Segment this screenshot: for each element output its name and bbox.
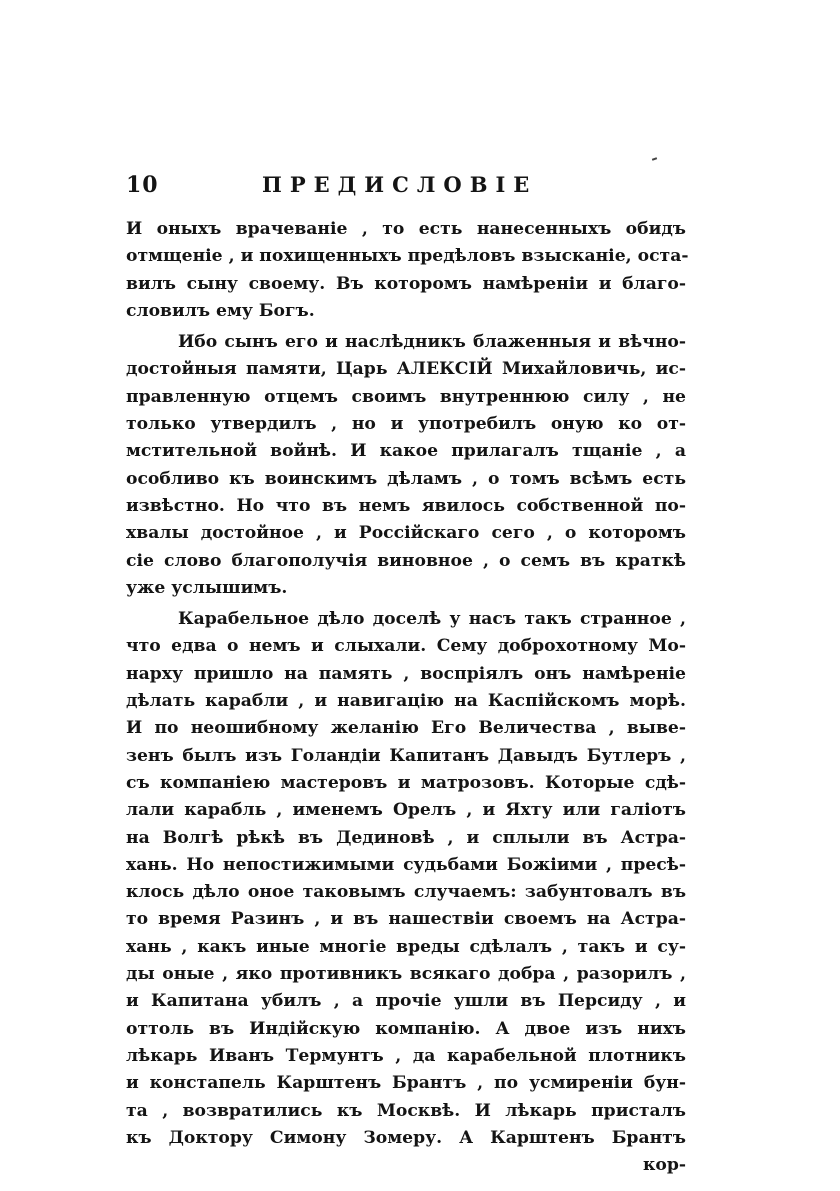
- text-line: оттоль въ Индійскую компанію. А двое изъ нихъ: [126, 1018, 686, 1039]
- text-line: И оныхъ врачеваніе , то есть нанесенныхъ обидъ: [126, 219, 686, 239]
- text-line: съ компаніею мастеровъ и матрозовъ. Которые сдѣ-: [126, 772, 686, 793]
- page-number: 10: [126, 172, 159, 198]
- text-line: хань. Но непостижимыми судьбами Божіими , пресѣ-: [126, 854, 686, 875]
- text-line: отмщеніе , и похищенныхъ предѣловъ взысканіе, оста-: [126, 246, 689, 267]
- text-line: только утвердилъ , но и употребилъ оную ко от-: [126, 414, 686, 435]
- text-line: и Капитана убилъ , а прочіе ушли въ Персиду , и: [126, 991, 686, 1012]
- text-line: клось дѣло оное таковымъ случаемъ: забунтовалъ въ: [126, 882, 686, 903]
- text-line: Ибо сынъ его и наслѣдникъ блаженныя и вѣчно-: [178, 332, 686, 353]
- text-line: то время Разинъ , и въ нашествіи своемъ на Астра-: [126, 909, 686, 930]
- text-line: уже услышимъ.: [126, 577, 288, 598]
- text-line: лали карабль , именемъ Орелъ , и Яхту или галіотъ: [126, 800, 686, 821]
- catchword: кор-: [642, 1155, 686, 1176]
- text-line: нарху пришло на память , воспріялъ онъ намѣреніе: [126, 663, 686, 684]
- print-speck: [652, 157, 657, 161]
- text-line: достойныя памяти, Царь АЛЕКСІЙ Михайловичь, ис-: [126, 359, 686, 380]
- text-line: мстительной войнѣ. И какое прилагалъ тщаніе , а: [126, 441, 686, 462]
- text-line: вилъ сыну своему. Въ которомъ намѣреніи и благо-: [126, 273, 686, 294]
- text-line: сіе слово благополучія виновное , о семъ въ краткѣ: [126, 550, 686, 571]
- text-line: извѣстно. Но что въ немъ явилось собственной по-: [126, 495, 686, 516]
- text-line: словилъ ему Богъ.: [126, 300, 315, 321]
- text-line: что едва о немъ и слыхали. Сему доброхотному Мо-: [126, 636, 686, 657]
- text-line: ды оные , яко противникъ всякаго добра , разорилъ ,: [126, 964, 686, 985]
- text-line: и констапель Карштенъ Брантъ , по усмиреніи бун-: [126, 1073, 686, 1094]
- text-line: та , возвратились къ Москвѣ. И лѣкарь присталъ: [126, 1100, 686, 1121]
- body-text: [126, 216, 689, 1179]
- text-line: особливо къ воинскимъ дѣламъ , о томъ всѣмъ есть: [126, 468, 686, 489]
- text-line: лѣкарь Иванъ Термунтъ , да карабельной плотникъ: [126, 1045, 686, 1066]
- text-line: И по неошибному желанію Его Величества , выве-: [126, 718, 686, 739]
- text-line: дѣлать карабли , и навигацію на Каспійскомъ морѣ.: [126, 691, 686, 712]
- page-header: [126, 172, 686, 200]
- text-line: правленную отцемъ своимъ внутреннюю силу , не: [126, 386, 686, 407]
- text-line: на Волгѣ рѣкѣ въ Дединовѣ , и сплыли въ Астра-: [126, 827, 686, 848]
- text-line: къ Доктору Симону Зомеру. А Карштенъ Брантъ: [126, 1127, 686, 1148]
- text-line: хань , какъ иные многіе вреды сдѣлалъ , такъ и су-: [126, 936, 686, 957]
- text-line: Карабельное дѣло доселѣ у насъ такъ странное ,: [178, 609, 686, 630]
- running-title: ПРЕДИСЛОВІЕ: [262, 172, 538, 197]
- text-line: зенъ былъ изъ Голандіи Капитанъ Давыдъ Бутлеръ ,: [126, 745, 686, 766]
- text-line: хвалы достойное , и Россійскаго сего , о которомъ: [126, 523, 686, 544]
